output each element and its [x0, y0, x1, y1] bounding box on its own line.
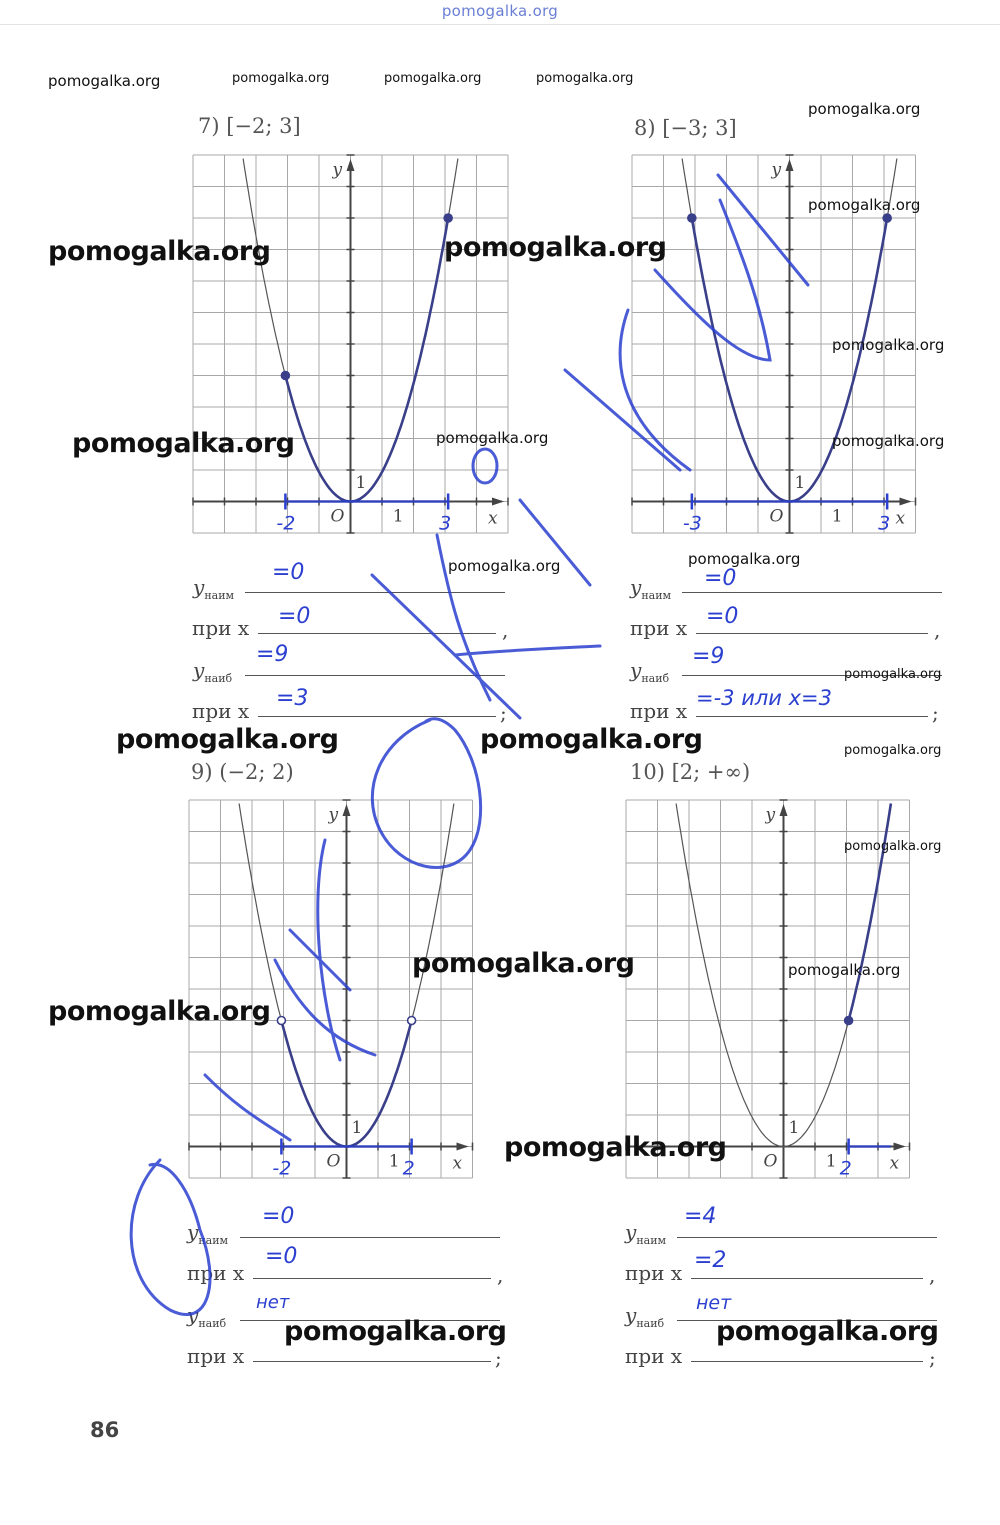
handwritten-tick-label: -2	[276, 512, 296, 535]
at-x-label: при x	[625, 1344, 683, 1368]
watermark: pomogalka.org	[480, 724, 703, 755]
at-x-label: при x	[625, 1261, 683, 1285]
handwritten-tick-label: 3	[878, 512, 891, 535]
y-axis-label: y	[771, 160, 782, 180]
at-x-label: при x	[630, 699, 688, 723]
handwritten-tick-label: 3	[439, 512, 452, 535]
y-max-label: $y_{наиб}$	[187, 1303, 227, 1330]
handwritten-tick-label: -3	[682, 512, 702, 535]
watermark: pomogalka.org	[48, 72, 161, 90]
y-min-label: $y_{наим}$	[625, 1220, 667, 1247]
watermark: pomogalka.org	[116, 724, 339, 755]
watermark: pomogalka.org	[788, 961, 901, 979]
handwritten-tick-label: 2	[839, 1157, 852, 1180]
answer-x-max[interactable]: =3	[276, 686, 309, 711]
y-max-label: $y_{наиб}$	[625, 1303, 665, 1330]
watermark: pomogalka.org	[436, 429, 549, 447]
y-min-label: $y_{наим}$	[630, 575, 672, 602]
answer-x-min[interactable]: =2	[694, 1248, 727, 1273]
x-axis-label: x	[452, 1153, 463, 1174]
y-max-label: $y_{наиб}$	[193, 658, 233, 685]
y-min-label: $y_{наим}$	[193, 575, 235, 602]
at-x-label: при x	[192, 699, 250, 723]
watermark: pomogalka.org	[448, 557, 561, 575]
origin-label: O	[769, 506, 784, 527]
at-x-label: при x	[187, 1261, 245, 1285]
unit-x-label: 1	[831, 506, 843, 527]
watermark: pomogalka.org	[844, 839, 942, 854]
watermark: pomogalka.org	[832, 336, 945, 354]
answer-y-min[interactable]: =4	[684, 1204, 717, 1229]
origin-label: O	[330, 506, 345, 527]
unit-y-label: 1	[794, 473, 806, 493]
handwritten-tick-label: -2	[272, 1157, 292, 1180]
watermark: pomogalka.org	[48, 236, 271, 267]
answer-y-max[interactable]: =9	[692, 644, 725, 669]
watermark: pomogalka.org	[716, 1316, 939, 1347]
origin-label: O	[763, 1151, 778, 1172]
watermark: pomogalka.org	[232, 71, 330, 86]
y-axis-label: y	[328, 805, 339, 825]
page-number: 86	[90, 1418, 120, 1442]
watermark: pomogalka.org	[284, 1316, 507, 1347]
unit-y-label: 1	[355, 473, 367, 493]
problem-7-label: 7) [−2; 3]	[198, 114, 301, 138]
y-axis-label: y	[765, 805, 776, 825]
problem-8-label: 8) [−3; 3]	[634, 116, 737, 140]
unit-y-label: 1	[351, 1118, 363, 1138]
unit-x-label: 1	[392, 506, 404, 527]
watermark: pomogalka.org	[808, 196, 921, 214]
watermark: pomogalka.org	[844, 743, 942, 758]
answer-y-max[interactable]: =9	[256, 642, 289, 667]
watermark: pomogalka.org	[832, 432, 945, 450]
answer-y-max[interactable]: нет	[696, 1292, 732, 1314]
origin-label: O	[326, 1151, 341, 1172]
answer-x-min[interactable]: =0	[706, 604, 739, 629]
watermark: pomogalka.org	[536, 71, 634, 86]
answer-y-min[interactable]: =0	[262, 1204, 295, 1229]
y-min-label: $y_{наим}$	[187, 1220, 229, 1247]
watermark: pomogalka.org	[384, 71, 482, 86]
watermark: pomogalka.org	[808, 100, 921, 118]
site-header[interactable]: pomogalka.org	[441, 2, 559, 20]
answer-y-max[interactable]: нет	[256, 1292, 290, 1313]
watermark: pomogalka.org	[444, 232, 667, 263]
x-axis-label: x	[895, 508, 906, 529]
at-x-label: при x	[187, 1344, 245, 1368]
y-max-label: $y_{наиб}$	[630, 658, 670, 685]
answer-y-min[interactable]: =0	[704, 566, 737, 591]
watermark: pomogalka.org	[72, 428, 295, 459]
y-axis-label: y	[332, 160, 343, 180]
answer-x-min[interactable]: =0	[265, 1244, 298, 1269]
at-x-label: при x	[192, 616, 250, 640]
watermark: pomogalka.org	[504, 1132, 727, 1163]
watermark: pomogalka.org	[844, 667, 942, 682]
x-axis-label: x	[488, 508, 498, 529]
answer-y-min[interactable]: =0	[272, 560, 305, 585]
problem-10-label: 10) [2; +∞)	[630, 760, 751, 784]
watermark: pomogalka.org	[688, 550, 801, 568]
watermark: pomogalka.org	[412, 948, 635, 979]
unit-y-label: 1	[788, 1118, 800, 1138]
problem-9-label: 9) (−2; 2)	[191, 760, 294, 784]
x-axis-label: x	[889, 1153, 900, 1174]
unit-x-label: 1	[825, 1151, 837, 1172]
watermark: pomogalka.org	[48, 996, 271, 1027]
unit-x-label: 1	[388, 1151, 400, 1172]
handwritten-tick-label: 2	[402, 1157, 415, 1180]
answer-x-max[interactable]: =-3 или x=3	[696, 686, 832, 710]
answer-x-min[interactable]: =0	[278, 604, 311, 629]
at-x-label: при x	[630, 616, 688, 640]
